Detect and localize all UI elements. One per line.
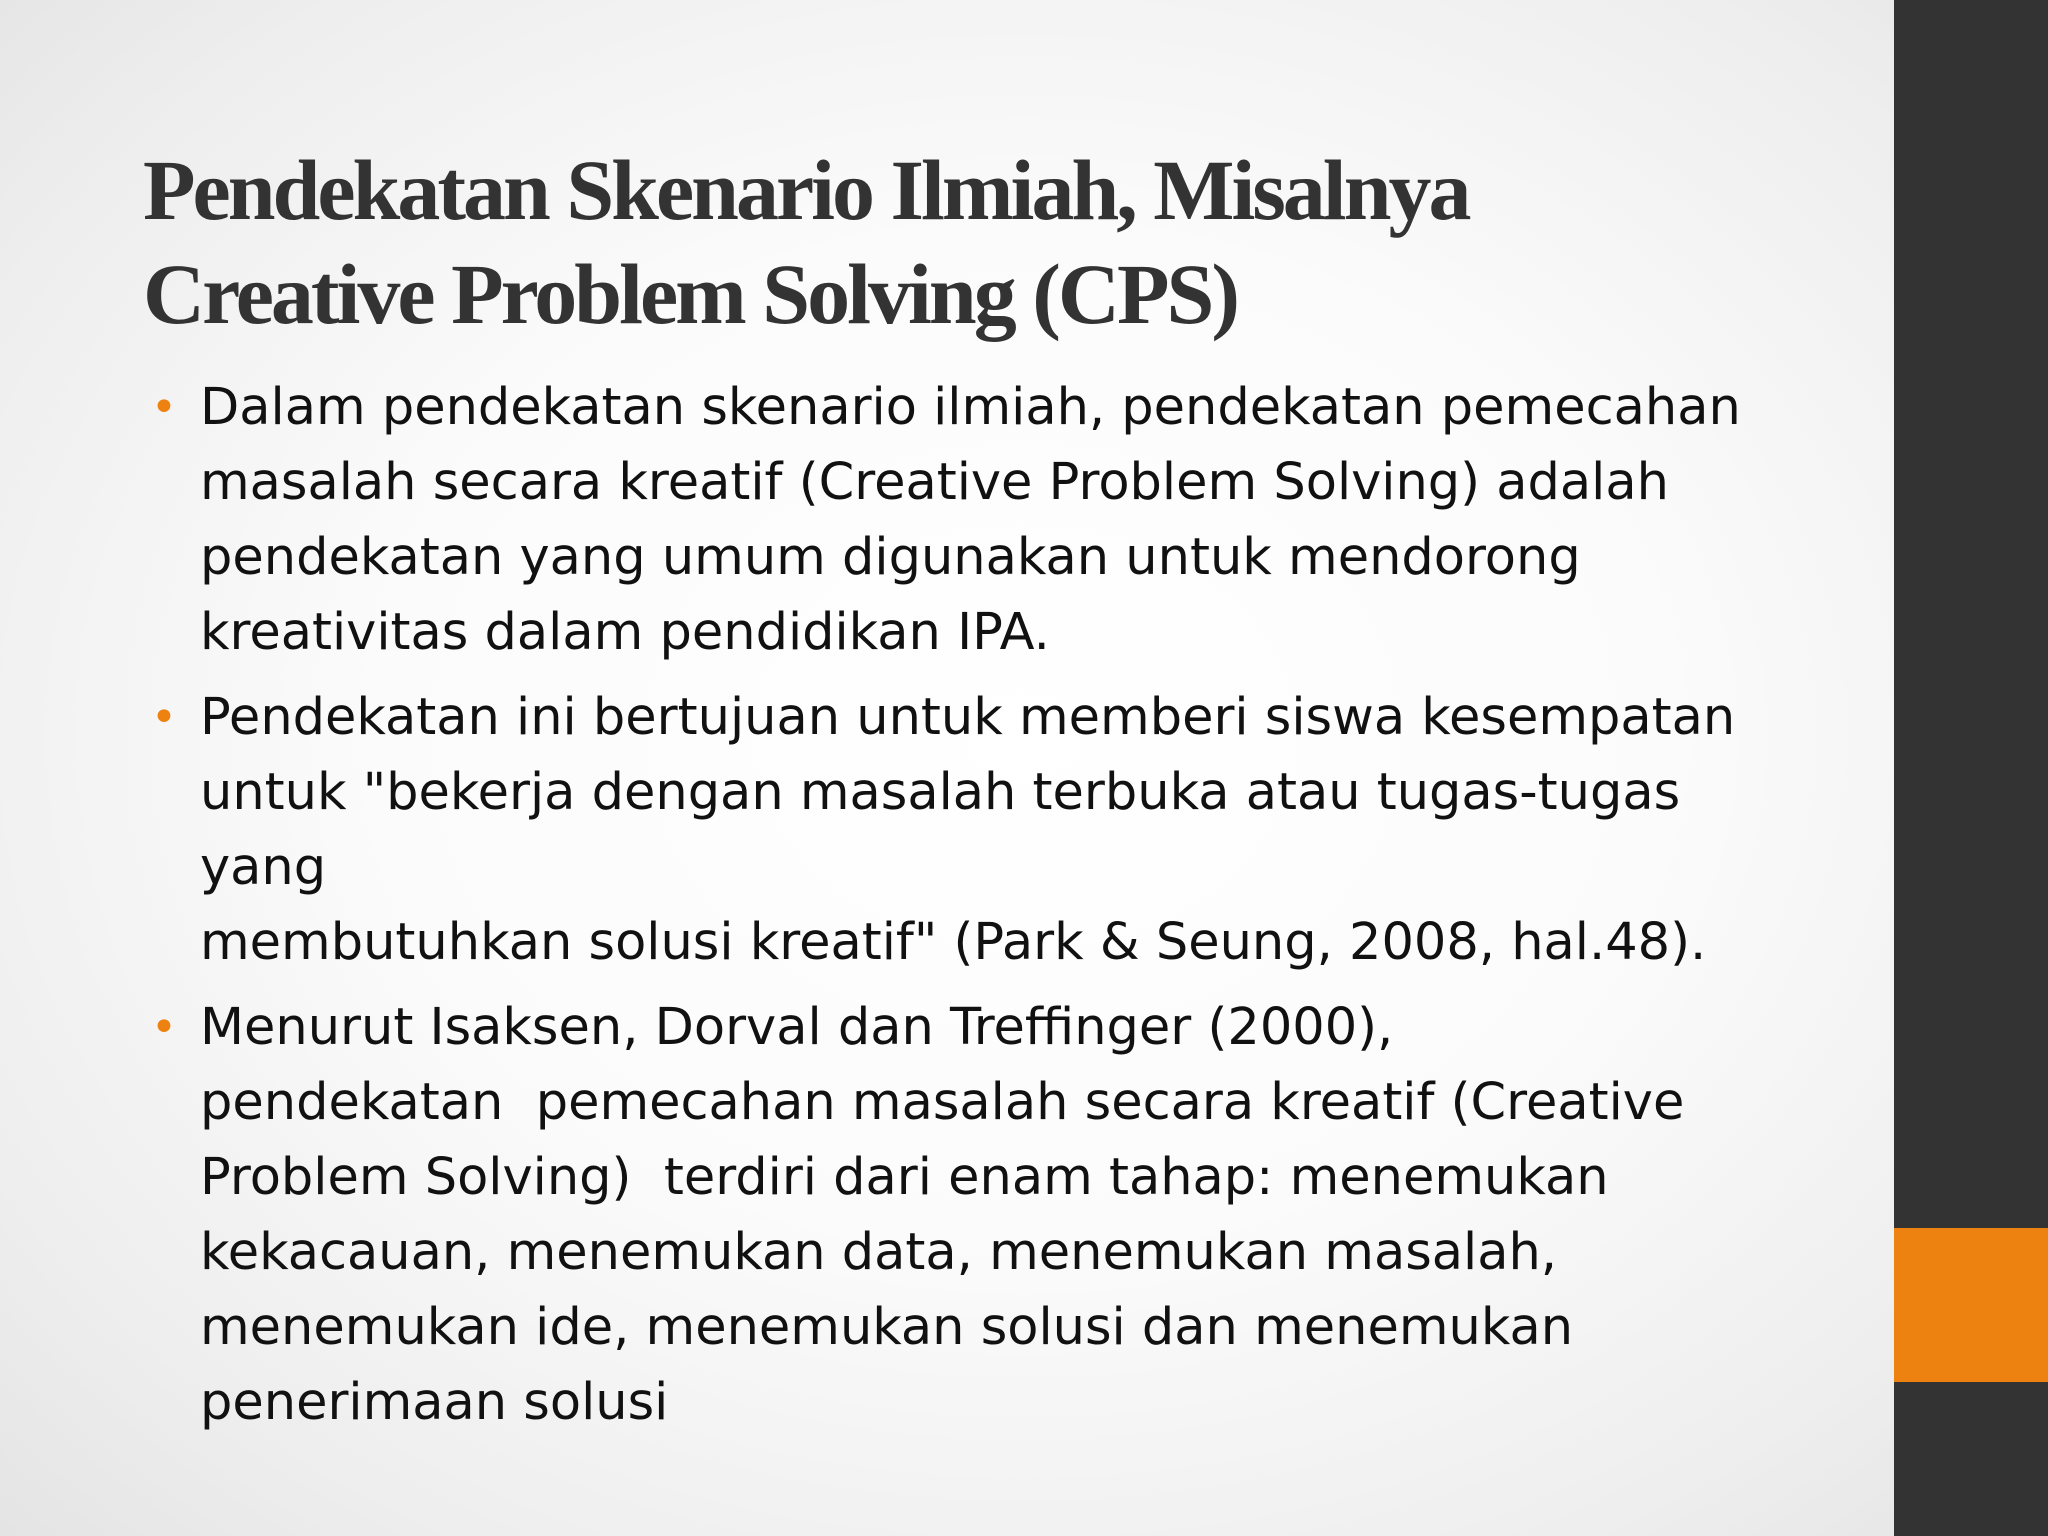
bullet-line: kreativitas dalam pendidikan IPA. bbox=[200, 603, 1050, 662]
bullet-line: pendekatan pemecahan masalah secara kreatif (Creative bbox=[200, 1073, 1685, 1132]
bullet-line: menemukan ide, menemukan solusi dan menemukan bbox=[200, 1298, 1574, 1357]
slide-title bbox=[143, 138, 1863, 346]
sidebar-accent-block bbox=[1894, 1228, 2048, 1382]
bullet-line: Pendekatan ini bertujuan untuk memberi siswa kesempatan bbox=[200, 688, 1736, 747]
bullet-line: penerimaan solusi bbox=[200, 1373, 669, 1432]
bullet-marker-icon: • bbox=[151, 382, 177, 433]
bullet-marker-icon: • bbox=[151, 1002, 177, 1053]
bullet-text bbox=[200, 990, 1800, 1440]
bullet-line: pendekatan yang umum digunakan untuk mendorong bbox=[200, 528, 1581, 587]
bullet-item-2 bbox=[151, 680, 1800, 980]
bullet-text bbox=[200, 680, 1800, 980]
slide-title-line-1: Pendekatan Skenario Ilmiah, Misalnya bbox=[143, 142, 1469, 238]
slide-title-line-2: Creative Problem Solving (CPS) bbox=[143, 246, 1237, 342]
bullet-line: untuk "bekerja dengan masalah terbuka atau tugas-tugas yang bbox=[200, 763, 1697, 897]
bullet-line: masalah secara kreatif (Creative Problem Solving) adalah bbox=[200, 453, 1669, 512]
bullet-marker-icon: • bbox=[151, 692, 177, 743]
bullet-line: Problem Solving) terdiri dari enam tahap: menemukan bbox=[200, 1148, 1609, 1207]
bullet-line: Dalam pendekatan skenario ilmiah, pendekatan pemecahan bbox=[200, 378, 1741, 437]
bullet-line: membutuhkan solusi kreatif" (Park & Seung, 2008, hal.48). bbox=[200, 913, 1707, 972]
bullet-item-1 bbox=[151, 370, 1800, 670]
bullet-list bbox=[151, 370, 1800, 1450]
bullet-line: Menurut Isaksen, Dorval dan Treffinger (2000), bbox=[200, 998, 1394, 1057]
bullet-line: kekacauan, menemukan data, menemukan masalah, bbox=[200, 1223, 1557, 1282]
bullet-item-3 bbox=[151, 990, 1800, 1440]
bullet-text bbox=[200, 370, 1800, 670]
sidebar-bar bbox=[1894, 0, 2048, 1536]
